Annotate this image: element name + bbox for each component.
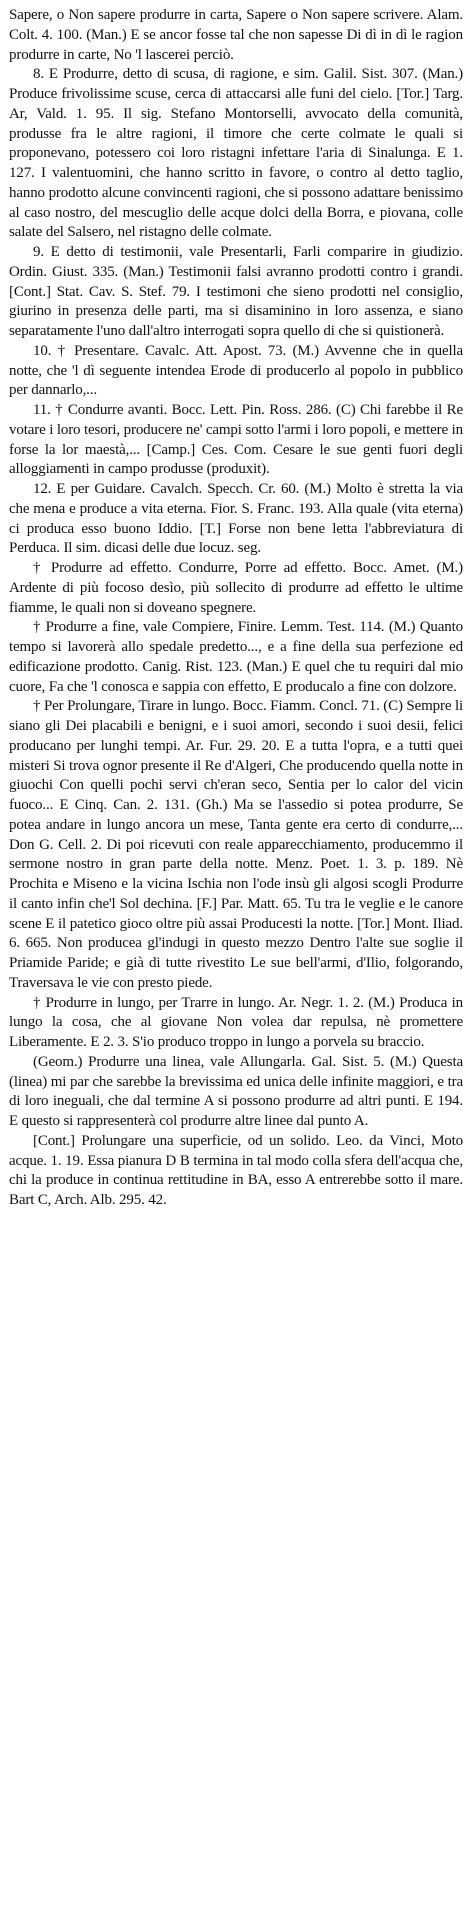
entry-paragraph-9: 9. E detto di testimonii, vale Presentarli, Farli comparire in giudizio. Ordin. Giust. 335. (Man.) Testimonii falsi avranno prodotti contro i grandi. [Cont.] Stat. Cav. S. Stef. 79. I testimoni che sieno prodotti nel consiglio, giurino in presenza delle parti, ma si disaminino in loro assenza, e siano separatamente l'uno dall'altro interrogati sopra quello di che si quistionerà. (9, 244, 463, 339)
entry-paragraph-produrre-ad-effetto: † Produrre ad effetto. Condurre, Porre ad effetto. Bocc. Amet. (M.) Ardente di più focoso desìo, più sollecito di produrre ad effetto le ultime fiamme, le quali non si doveano spegnere. (9, 560, 463, 616)
entry-paragraph-sapere: Sapere, o Non sapere produrre in carta, Sapere o Non sapere scrivere. Alam. Colt. 4. 100. (Man.) E se ancor fosse tal che non sapesse Di dì in dì le ragion produrre in carte, No 'l lascerei perciò. (9, 7, 463, 63)
entry-paragraph-8: 8. E Produrre, detto di scusa, di ragione, e sim. Galil. Sist. 307. (Man.) Produce frivolissime scuse, cerca di attaccarsi alle funi del cielo. [Tor.] Targ. Ar, Vald. 1. 95. Il sig. Stefano Montorselli, avvocato della comunità, produsse fra le altre ragioni, il timore che certe colmate le quali si proponevano, potessero coi loro ristagni infettare l'aria di Sinalunga. E 1. 127. I valentuomini, che hanno scritto in favore, o contro al detto taglio, hanno prodotto alcune convincenti ragioni, che si possono adattare benissimo al caso nostro, del mescuglio delle acque dolci della Borra, e piovana, colle salate del Salsero, nel ristagno delle colmate. (9, 66, 463, 241)
entry-paragraph-11: 11. † Condurre avanti. Bocc. Lett. Pin. Ross. 286. (C) Chi farebbe il Re votare i loro tesori, producere ne' campi sotto l'armi i loro popoli, e mettere in forse la lor maestà,... [Camp.] Ces. Com. Cesare le sue genti fuori degli alloggiamenti in campo produsse (produxit). (9, 402, 463, 478)
entry-paragraph-12: 12. E per Guidare. Cavalch. Specch. Cr. 60. (M.) Molto è stretta la via che mena e produce a vita eterna. Fior. S. Franc. 193. Alla quale (vita eterna) ci produca esso buono Iddio. [T.] Forse non bene letta l'abbreviatura di Perduca. Il sim. dicasi delle due locuz. seg. (9, 481, 463, 557)
entry-paragraph-produrre-una-linea: (Geom.) Produrre una linea, vale Allungarla. Gal. Sist. 5. (M.) Questa (linea) mi par che sarebbe la brevissima ed unica delle infinite maggiori, e tra di loro ineguali, che dal termine A si possono produrre ad altri punti. E 194. E questo si rappresenterà col produrre altre linee dal punto A. (9, 1053, 463, 1129)
entry-paragraph-prolungare: † Per Prolungare, Tirare in lungo. Bocc. Fiamm. Concl. 71. (C) Sempre li siano gli Dei placabili e benigni, e i suoi amori, secondo i suoi desii, felici producano per lunghi tempi. Ar. Fur. 29. 20. E a tutta l'opra, e a tutti quei misteri Si trova ognor presente il Re d'Algeri, Che producendo quella notte in giuochi Con quelli pochi servi ch'eran seco, Sentia per lo calor del vicin fuoco... E Cinq. Can. 2. 131. (Gh.) Ma se l'assedio si potea produrre, Se potea andare in lungo ancora un mese, Tanta gente era certo di condurre,... Don G. Cell. 2. Di poi ricevuti con reale apparecchiamento, producemmo il sermone nostro in gran parte della notte. Menz. Poet. 1. 3. p. 189. Nè Prochita e Miseno e la vicina Ischia non l'ode insù gli algosi scogli Produrre il canto infin che'l Sol dechina. [F.] Par. Matt. 65. Tu tra le veglie e le canore scene E il patetico gioco oltre più assai Producesti la notte. [Tor.] Mont. Iliad. 6. 665. Non producea gl'indugi in questo mezzo Dentro l'alte sue soglie il Priamide Paride; e già di tutte rivestito Le sue bell'armi, d'Ilio, folgorando, Traversava le vie con presto piede. (9, 698, 463, 991)
entry-paragraph-prolungare-superficie: [Cont.] Prolungare una superficie, od un solido. Leo. da Vinci, Moto acque. 1. 19. Essa pianura D B termina in tal modo colla sfera dell'acqua che, chi la produce in continua rettitudine in BA, esso A entrerebbe sotto il mare. Bart C, Arch. Alb. 295. 42. (9, 1132, 463, 1208)
entry-paragraph-produrre-a-fine: † Produrre a fine, vale Compiere, Finire. Lemm. Test. 114. (M.) Quanto tempo si lavorerà allo spedale predetto..., e a fine della sua perfezione ed edificazione prodotto. Canig. Rist. 123. (Man.) E quel che tu requiri dal mio cuore, Fa che 'l conosca e sappia con effetto, E producalo a fine con dolzore. (9, 619, 463, 695)
entry-paragraph-produrre-in-lungo: † Produrre in lungo, per Trarre in lungo. Ar. Negr. 1. 2. (M.) Produca in lungo la cosa, che al giovane Non volea dar repulsa, nè promettere Liberamente. E 2. 3. S'io produco troppo in lungo a porvela su braccio. (9, 994, 463, 1050)
entry-paragraph-10: 10. † Presentare. Cavalc. Att. Apost. 73. (M.) Avvenne che in quella notte, che 'l dì seguente intendea Erode di producerlo al popolo in pubblico per dannarlo,... (9, 342, 463, 399)
